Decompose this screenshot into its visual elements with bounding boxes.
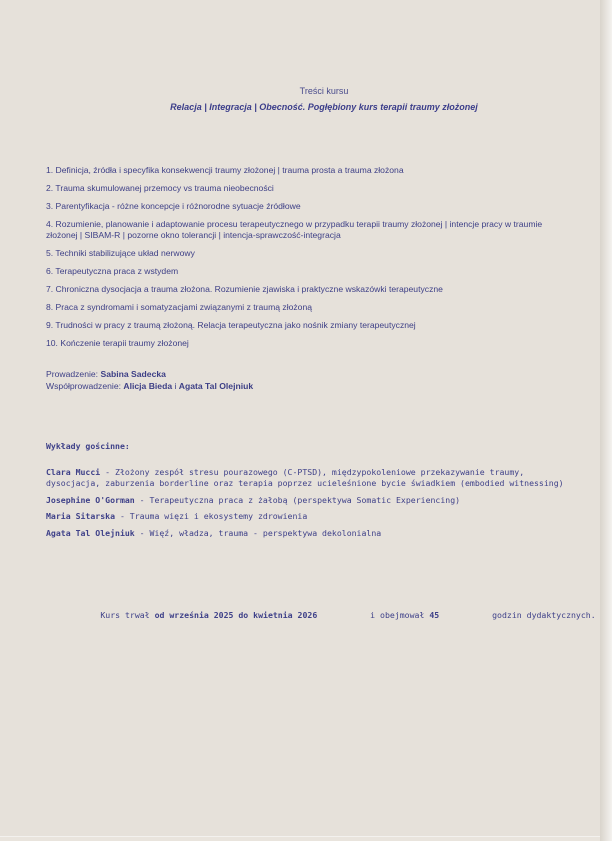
- section-kicker: Treści kursu: [299, 86, 349, 96]
- topic-item: 10. Kończenie terapii traumy złożonej: [46, 338, 189, 348]
- co-lead-name-1: Alicja Bieda: [123, 381, 173, 391]
- topic-item: 6. Terapeutyczna praca z wstydem: [46, 266, 179, 276]
- topic-item: 8. Praca z syndromami i somatyzacjami związanymi z traumą złożoną: [46, 302, 313, 312]
- topic-item: 1. Definicja, źródła i specyfika konsekwencji traumy złożonej | trauma prosta a trauma złożona: [46, 165, 404, 175]
- topic-item: 2. Trauma skumulowanej przemocy vs trauma nieobecności: [46, 183, 274, 193]
- guest-topic: - Trauma więzi i ekosystemy zdrowienia: [115, 511, 308, 521]
- guest-name: Agata Tal Olejniuk: [46, 527, 135, 538]
- guest-item: [46, 528, 566, 540]
- guest-lectures: [46, 441, 566, 544]
- guest-item: [46, 467, 566, 490]
- summary-hours: 45: [429, 610, 440, 620]
- page-edge: [600, 0, 612, 841]
- summary-pre: Kurs trwał: [100, 610, 155, 620]
- guest-name: Maria Sitarska: [46, 511, 116, 521]
- course-summary: [0, 610, 600, 620]
- topic-item: 3. Parentyfikacja - różne koncepcje i różnorodne sytuacje źródłowe: [46, 201, 301, 211]
- co-lead-name-2: Agata Tal Olejniuk: [178, 381, 254, 391]
- guest-name: Josephine O'Gorman: [46, 494, 135, 505]
- topic-item: 5. Techniki stabilizujące układ nerwowy: [46, 248, 195, 258]
- summary-line: [52, 610, 595, 620]
- guest-item: [46, 495, 566, 507]
- topic-item: 4. Rozumienie, planowanie i adaptowanie procesu terapeutycznego w przypadku terapii traumy złożonej | intencje pracy w traumie złożonej | SIBAM-R | pozorne okno tolerancji | intencja-sprawczość-integracja: [46, 219, 543, 240]
- guest-topic: - Więź, władza, trauma - perspektywa dekolonialna: [134, 527, 382, 538]
- guest-topic: - Złożony zespół stresu pourazowego (C-PTSD), międzypokoleniowe przekazywanie traumy, dysocjacja, zaburzenia borderline oraz terapia poprzez ucieleśnione bycie świadkiem (embodied witnessing): [46, 466, 564, 488]
- summary-mid: i obejmował: [365, 610, 430, 620]
- guest-item: [46, 511, 566, 523]
- summary-period: od września 2025 do kwietnia 2026: [154, 610, 318, 620]
- topic-item: 7. Chroniczna dysocjacja a trauma złożona. Rozumienie zjawiska i praktyczne wskazówki terapeutyczne: [46, 284, 443, 294]
- guest-lectures-title: Wykłady gościnne:: [46, 441, 130, 451]
- lead-name: Sabina Sadecka: [100, 369, 166, 379]
- topic-list: [46, 165, 566, 356]
- lead-label: Prowadzenie:: [46, 369, 101, 379]
- guest-topic: - Terapeutyczna praca z żałobą (perspektywa Somatic Experiencing): [134, 494, 461, 505]
- header: [0, 86, 600, 112]
- guest-name: Clara Mucci: [46, 466, 101, 477]
- co-lead-label: Współprowadzenie:: [46, 381, 124, 391]
- co-instructor-line: [46, 380, 253, 392]
- conjunction: i: [172, 381, 179, 391]
- summary-post: godzin dydaktycznych.: [487, 610, 596, 620]
- course-title: Relacja | Integracja | Obecność. Pogłębiony kurs terapii traumy złożonej: [170, 102, 478, 112]
- topic-item: 9. Trudności w pracy z traumą złożoną. Relacja terapeutyczna jako nośnik zmiany terapeutycznej: [46, 320, 416, 330]
- lead-instructor-line: [46, 368, 253, 380]
- instructors: [46, 368, 253, 392]
